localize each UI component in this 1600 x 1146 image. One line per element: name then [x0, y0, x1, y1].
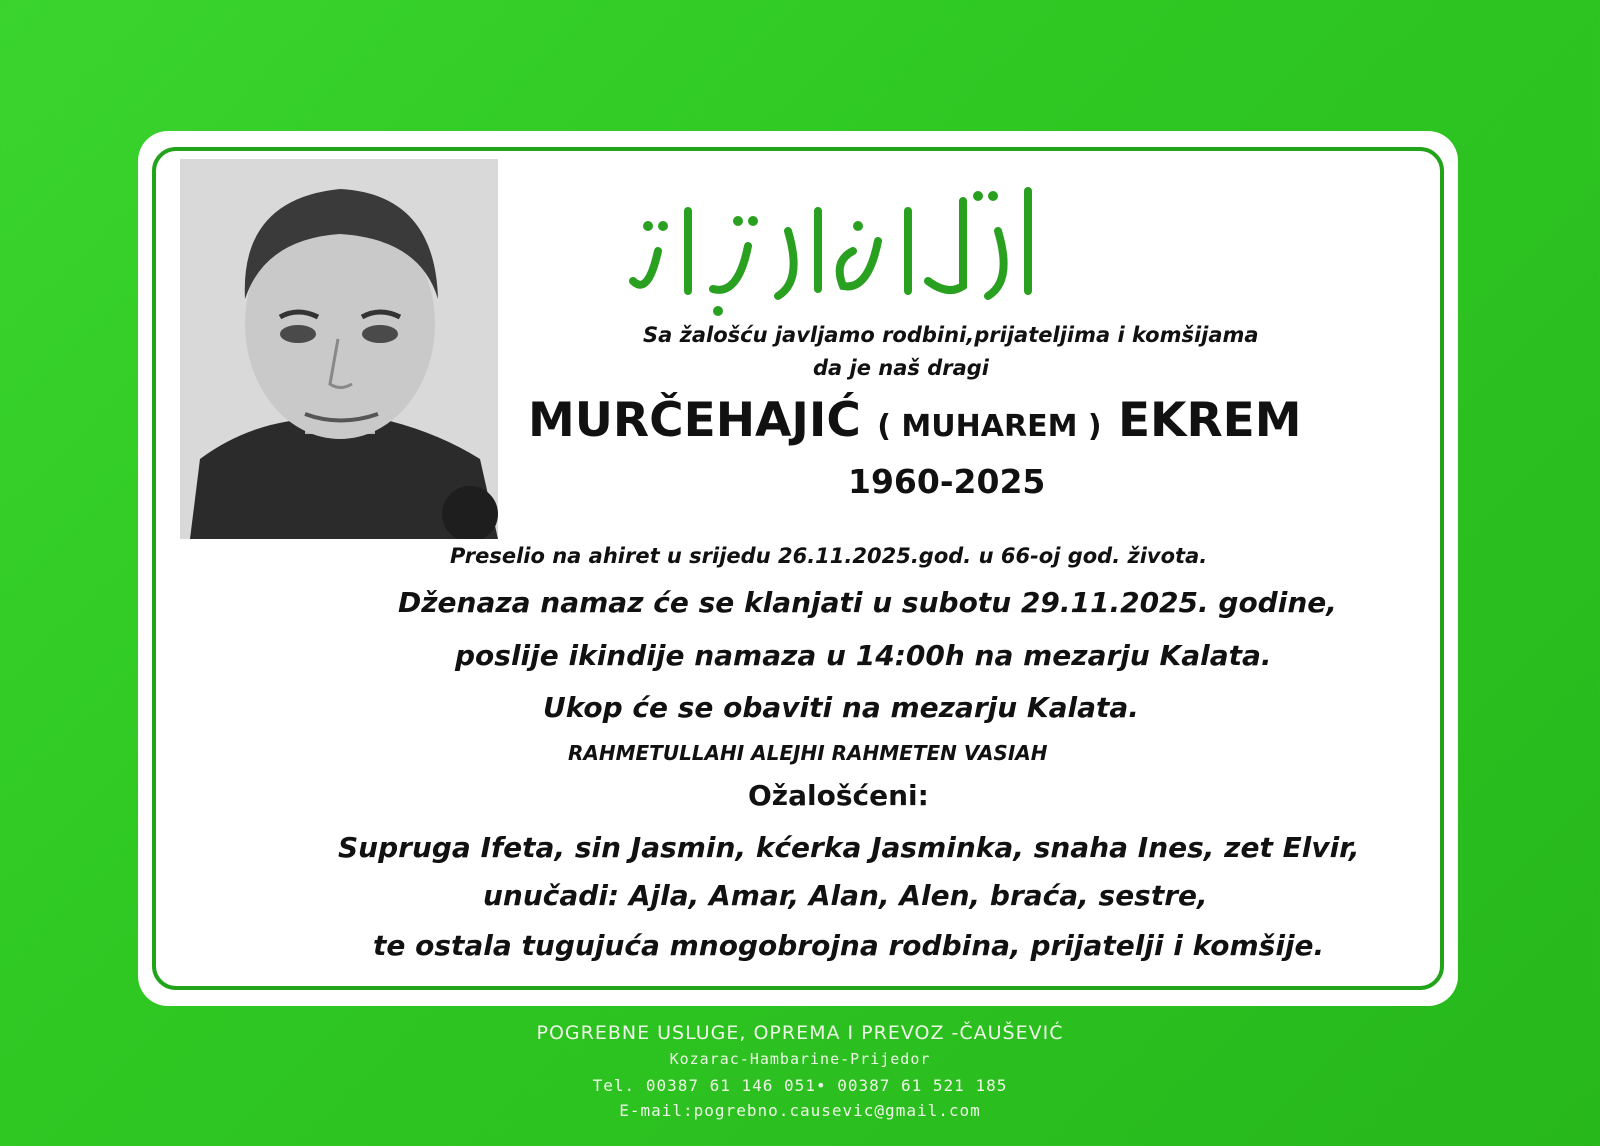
footer-address: Kozarac-Hambarine-Prijedor [669, 1050, 931, 1068]
burial-line: Ukop će se obaviti na mezarju Kalata. [543, 691, 1139, 724]
intro-line-1: Sa žalošću javljamo rodbini,prijateljima i komšijama [643, 323, 1259, 347]
portrait-photo [180, 159, 498, 539]
footer-phone: Tel. 00387 61 146 051• 00387 61 521 185 [592, 1076, 1008, 1095]
death-date-line: Preselio na ahiret u srijedu 26.11.2025.god. u 66-oj god. života. [450, 544, 1208, 568]
funeral-time-line: poslije ikindije namaza u 14:00h na mezarju Kalata. [455, 639, 1272, 672]
mourners-title: Ožalošćeni: [748, 779, 929, 812]
arabic-calligraphy [618, 171, 1058, 321]
mourners-line-3: te ostala tugujuća mnogobrojna rodbina, prijatelji i komšije. [373, 929, 1325, 962]
mourners-line-2: unučadi: Ajla, Amar, Alan, Alen, braća, sestre, [483, 879, 1208, 912]
life-years: 1960-2025 [848, 462, 1046, 501]
footer-company: POGREBNE USLUGE, OPREMA I PREVOZ -ČAUŠEVIĆ [536, 1022, 1064, 1044]
father-name: ( MUHAREM ) [877, 409, 1102, 444]
footer-email: E-mail:pogrebno.causevic@gmail.com [619, 1101, 981, 1120]
funeral-prayer-line: Dženaza namaz će se klanjati u subotu 29.11.2025. godine, [398, 586, 1337, 619]
intro-line-2: da je naš dragi [813, 356, 989, 380]
prayer-phrase: RAHMETULLAHI ALEJHI RAHMETEN VASIAH [568, 741, 1048, 765]
surname: MURČEHAJIĆ [528, 393, 861, 448]
first-name: EKREM [1117, 393, 1302, 448]
obituary-card [138, 131, 1458, 1006]
deceased-name [528, 393, 1302, 448]
mourners-line-1: Supruga Ifeta, sin Jasmin, kćerka Jasminka, snaha Ines, zet Elvir, [338, 831, 1360, 864]
portrait-image [180, 159, 498, 539]
